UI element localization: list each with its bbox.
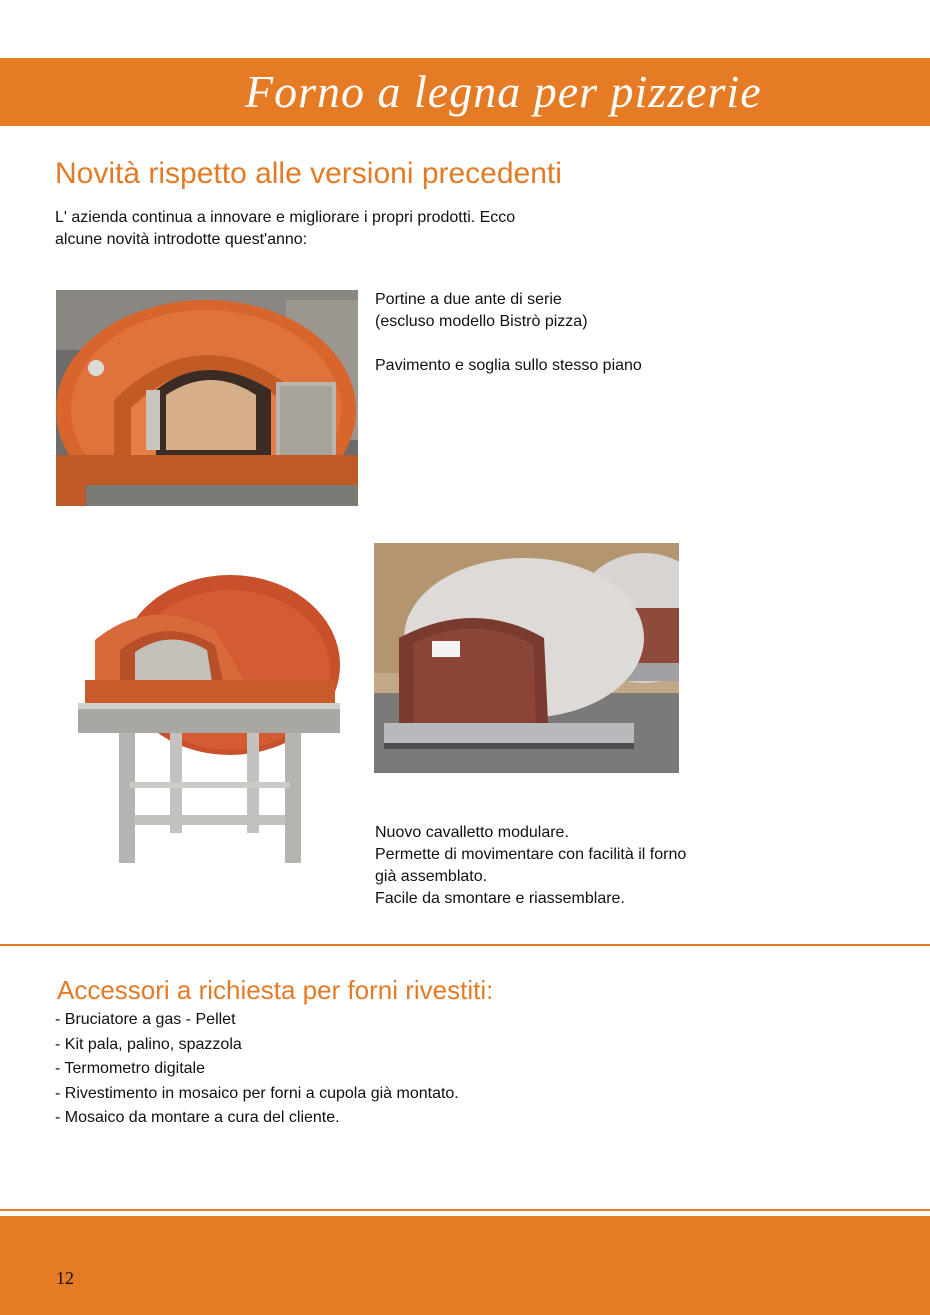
feature-line: Facile da smontare e riassemblare. — [375, 890, 625, 907]
intro-text — [55, 207, 575, 251]
intro-line: L' azienda continua a innovare e migliorare i propri prodotti. Ecco — [55, 209, 516, 226]
footer-line — [0, 1209, 930, 1211]
list-item: - Mosaico da montare a cura del cliente. — [55, 1109, 340, 1126]
section-title-accessori: Accessori a richiesta per forni rivestiti: — [57, 975, 494, 1005]
oven-stand-photo — [75, 560, 345, 870]
oven-doors-photo — [56, 290, 358, 506]
accessori-list — [55, 1008, 459, 1131]
wrapped-ovens-photo — [374, 543, 679, 773]
section-title-novita: Novità rispetto alle versioni precedenti — [55, 157, 562, 190]
feature-line: Portine a due ante di serie — [375, 291, 562, 308]
intro-line: alcune novità introdotte quest'anno: — [55, 231, 308, 248]
feature-line: (escluso modello Bistrò pizza) — [375, 313, 588, 330]
list-item: - Kit pala, palino, spazzola — [55, 1035, 242, 1053]
feature-line: Nuovo cavalletto modulare. — [375, 824, 569, 841]
list-item: - Rivestimento in mosaico per forni a cupola già montato. — [55, 1084, 459, 1102]
feature-line: Permette di movimentare con facilità il forno — [375, 846, 687, 863]
page-number: 12 — [56, 1268, 74, 1288]
feature-line: Pavimento e soglia sullo stesso piano — [375, 357, 642, 374]
footer-band — [0, 1216, 930, 1315]
page-title: Forno a legna per pizzerie — [245, 66, 762, 117]
feature-line: già assemblato. — [375, 868, 488, 885]
list-item: - Bruciatore a gas - Pellet — [55, 1011, 236, 1028]
list-item: - Termometro digitale — [55, 1060, 205, 1077]
section-divider — [0, 944, 930, 946]
feature-stand — [375, 822, 825, 910]
feature-doors — [375, 289, 825, 377]
